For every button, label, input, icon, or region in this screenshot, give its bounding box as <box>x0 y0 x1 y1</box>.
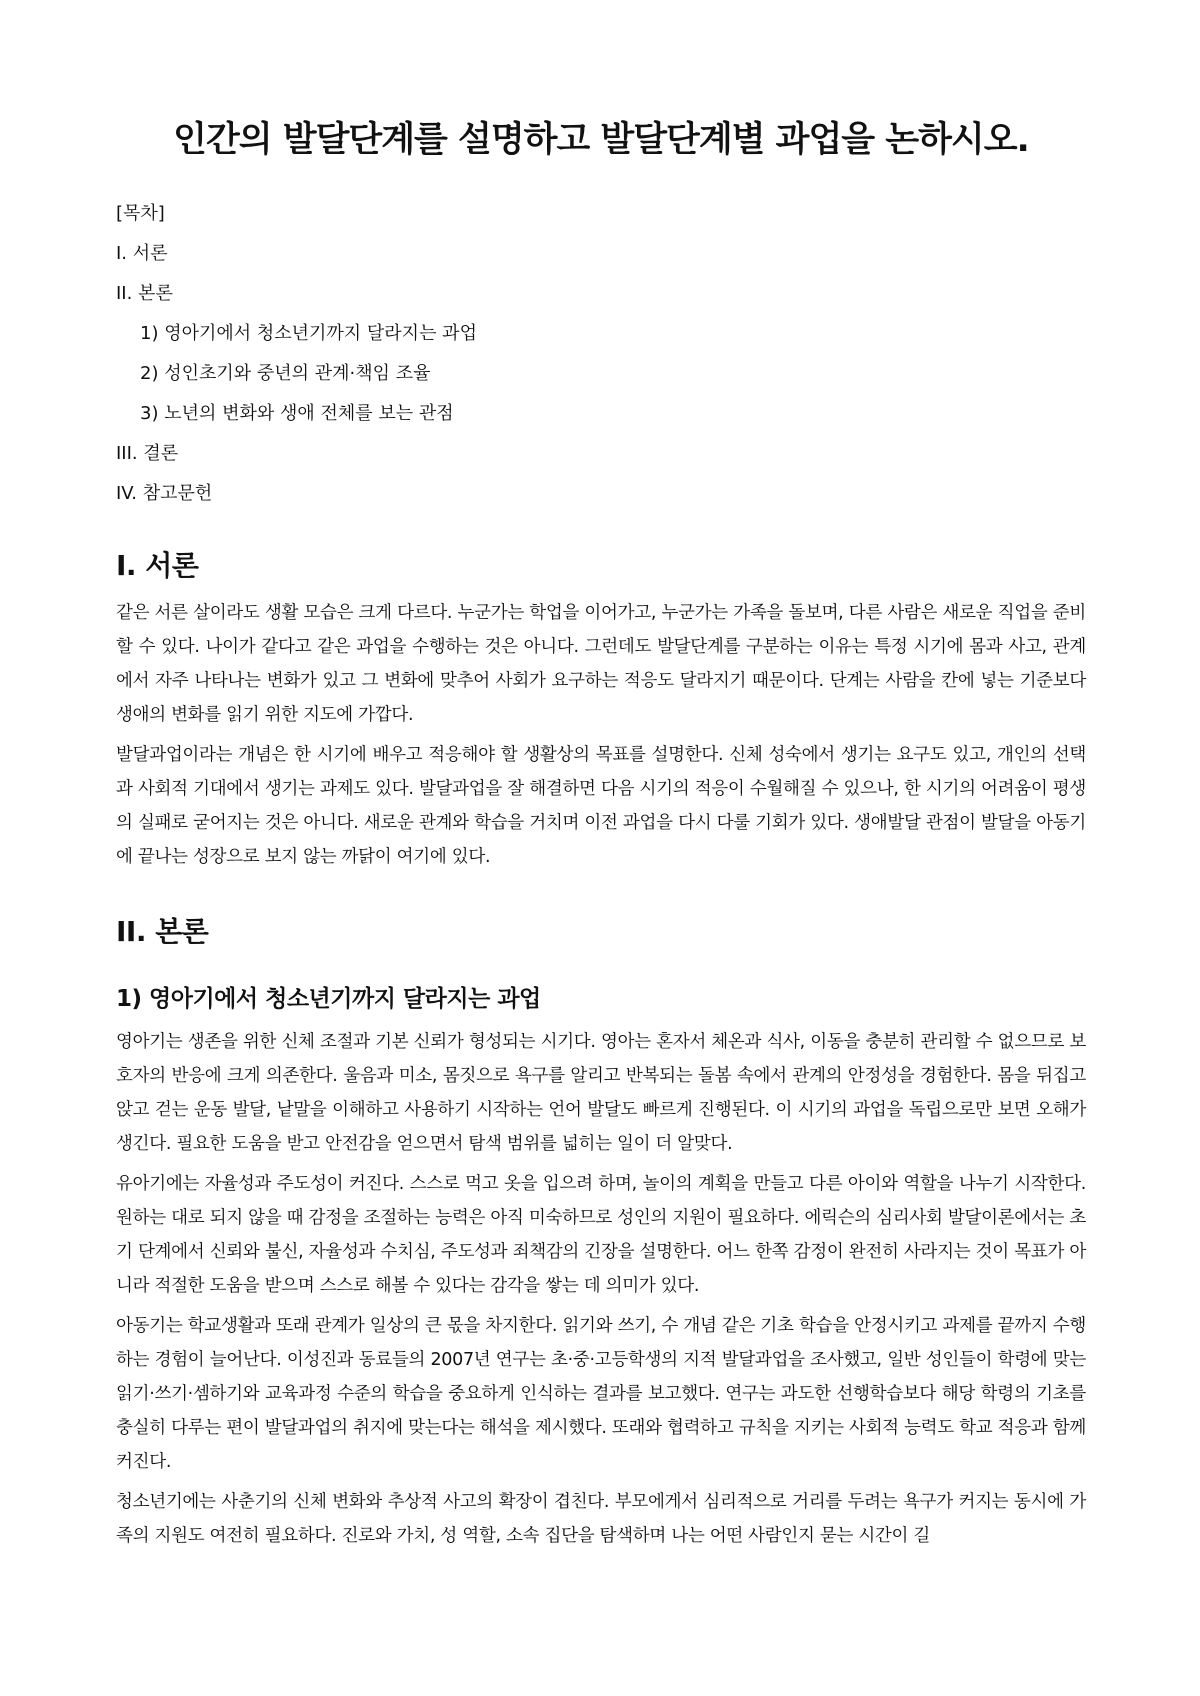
toc-item-conclusion: III. 결론 <box>116 442 179 464</box>
toc-item-body-2: 2) 성인초기와 중년의 관계·책임 조율 <box>140 362 431 384</box>
toc-heading: [목차] <box>116 202 165 224</box>
toc-item-intro: I. 서론 <box>116 242 168 264</box>
document-title: 인간의 발달단계를 설명하고 발달단계별 과업을 논하시오. <box>173 120 1029 160</box>
section-1-paragraph-3: 아동기는 학교생활과 또래 관계가 일상의 큰 몫을 차지한다. 읽기와 쓰기, 수 개념 같은 기초 학습을 안정시키고 과제를 끝까지 수행하는 경험이 늘어난다. 이성진과 동료들의 2007년 연구는 초·중·고등학생의 지적 발달과업을 조사했고, 일반 성인들이 학령에 맞는 읽기·쓰기·셈하기와 교육과정 수준의 학습을 중요하게 인식하는 결과를 보고했다. 연구는 과도한 선행학습보다 해당 학령의 기초를 충실히 다루는 편이 발달과업의 취지에 맞는다는 해석을 제시했다. 또래와 협력하고 규칙을 지키는 사회적 능력도 학교 적응과 함께 커진다. <box>116 1315 1086 1472</box>
section-1-paragraph-1: 영아기는 생존을 위한 신체 조절과 기본 신뢰가 형성되는 시기다. 영아는 혼자서 체온과 식사, 이동을 충분히 관리할 수 없으므로 보호자의 반응에 크게 의존한다. 울음과 미소, 몸짓으로 욕구를 알리고 반복되는 돌봄 속에서 관계의 안정성을 경험한다. 몸을 뒤집고 앉고 걷는 운동 발달, 낱말을 이해하고 사용하기 시작하는 언어 발달도 빠르게 진행된다. 이 시기의 과업을 독립으로만 보면 오해가 생긴다. 필요한 도움을 받고 안전감을 얻으면서 탐색 범위를 넓히는 일이 더 알맞다. <box>116 1031 1086 1154</box>
toc-item-body-3: 3) 노년의 변화와 생애 전체를 보는 관점 <box>140 402 454 424</box>
document-page <box>116 108 1086 1559</box>
toc-item-body: II. 본론 <box>116 282 173 304</box>
intro-paragraph-2: 발달과업이라는 개념은 한 시기에 배우고 적응해야 할 생활상의 목표를 설명한다. 신체 성숙에서 생기는 요구도 있고, 개인의 선택과 사회적 기대에서 생기는 과제도 있다. 발달과업을 잘 해결하면 다음 시기의 적응이 수월해질 수 있으나, 한 시기의 어려움이 평생의 실패로 굳어지는 것은 아니다. 새로운 관계와 학습을 거치며 이전 과업을 다시 다룰 기회가 있다. 생애발달 관점이 발달을 아동기에 끝나는 성장으로 보지 않는 까닭이 여기에 있다. <box>116 744 1086 867</box>
body-heading: II. 본론 <box>116 914 209 948</box>
section-1-paragraph-2: 유아기에는 자율성과 주도성이 커진다. 스스로 먹고 옷을 입으려 하며, 놀이의 계획을 만들고 다른 아이와 역할을 나누기 시작한다. 원하는 대로 되지 않을 때 감정을 조절하는 능력은 아직 미숙하므로 성인의 지원이 필요하다. 에릭슨의 심리사회 발달이론에서는 초기 단계에서 신뢰와 불신, 자율성과 수치심, 주도성과 죄책감의 긴장을 설명한다. 어느 한쪽 감정이 완전히 사라지는 것이 목표가 아니라 적절한 도움을 받으며 스스로 해볼 수 있다는 감각을 쌓는 데 의미가 있다. <box>116 1173 1086 1296</box>
toc-item-body-1: 1) 영아기에서 청소년기까지 달라지는 과업 <box>140 322 477 344</box>
table-of-contents <box>116 194 1086 514</box>
toc-item-references: IV. 참고문헌 <box>116 482 213 504</box>
intro-heading: I. 서론 <box>116 548 199 582</box>
section-1-heading: 1) 영아기에서 청소년기까지 달라지는 과업 <box>116 985 541 1012</box>
section-1-paragraph-4: 청소년기에는 사춘기의 신체 변화와 추상적 사고의 확장이 겹친다. 부모에게서 심리적으로 거리를 두려는 욕구가 커지는 동시에 가족의 지원도 여전히 필요하다. 진로와 가치, 성 역할, 소속 집단을 탐색하며 나는 어떤 사람인지 묻는 시간이 길 <box>116 1491 1086 1546</box>
intro-paragraph-1: 같은 서른 살이라도 생활 모습은 크게 다르다. 누군가는 학업을 이어가고, 누군가는 가족을 돌보며, 다른 사람은 새로운 직업을 준비할 수 있다. 나이가 같다고 같은 과업을 수행하는 것은 아니다. 그런데도 발달단계를 구분하는 이유는 특정 시기에 몸과 사고, 관계에서 자주 나타나는 변화가 있고 그 변화에 맞추어 사회가 요구하는 적응도 달라지기 때문이다. 단계는 사람을 칸에 넣는 기준보다 생애의 변화를 읽기 위한 지도에 가깝다. <box>116 602 1086 725</box>
